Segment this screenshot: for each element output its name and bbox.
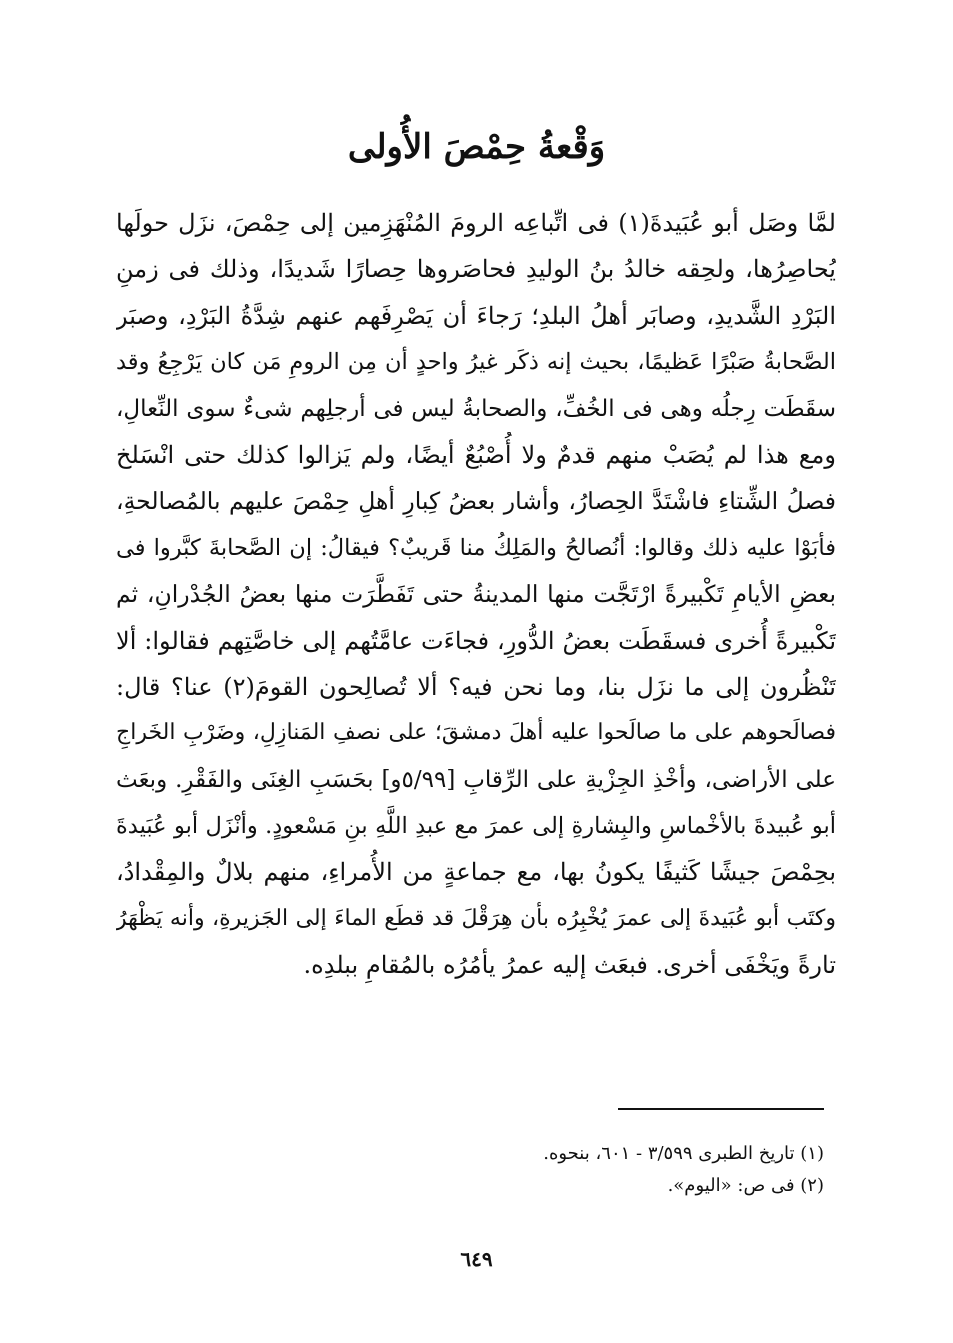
text-line: تَنْظُرون إلى ما نزَل بنا، وما نحن فيه؟ ألا تُصالِحون القومَ(٢) عنا؟ قال: bbox=[116, 672, 836, 701]
text-line: فصالَحوهم على ما صالَحوا عليه أهلَ دمشقَ؛ على نصفِ المَنازِلِ، وضَرْبِ الخَراجِ bbox=[116, 720, 836, 746]
text-line: فأبَوْا عليه ذلك وقالوا: أنُصالحُ والمَلِكُ منا قَريبٌ؟ فيقالُ: إن الصَّحابةَ كبَّروا فى bbox=[116, 534, 836, 561]
text-line: على الأراضى، وأخْذِ الجِزْيةِ على الرِّقابِ [٥/٩٩و] بحَسَبِ الغِنَى والفَقْرِ. وبعَث bbox=[116, 766, 836, 793]
text-line: وكتَب أبو عُبَيدةَ إلى عمرَ يُخْبِرُه بأن هِرَقْلَ قد قطَع الماءَ إلى الجَزيرةِ، وأنه يَظْهَرُ bbox=[116, 905, 836, 931]
body-text bbox=[116, 200, 836, 989]
text-line: فصلُ الشِّتاءِ فاشْتَدَّ الحِصارُ، وأشار بعضُ كِبارِ أهلِ حِمْصَ عليهم بالمُصالحةِ، bbox=[116, 487, 836, 516]
text-line: بعضِ الأيامِ تَكْبيرةً ارْتَجَّت منها المدينةُ حتى تَفَطَّرَت منها بعضُ الجُدْرانِ، ثم bbox=[116, 580, 836, 609]
footnote-separator bbox=[618, 1108, 824, 1110]
text-line: البَرْدِ الشَّديدِ، وصابَر أهلُ البلدِ؛ رَجاءَ أن يَصْرِفَهم عنهم شِدَّةُ البَرْدِ، وصبَر bbox=[116, 301, 836, 330]
footnote: (١) تاريخ الطبرى ٣/٥٩٩ - ٦٠١، بنحوه. bbox=[543, 1143, 824, 1164]
chapter-title: وَقْعةُ حِمْصَ الأُولى bbox=[347, 127, 606, 167]
page-number: ٦٤٩ bbox=[460, 1247, 493, 1271]
text-line: لمَّا وصَل أبو عُبَيدةَ(١) فى اتِّباعِه الرومَ المُنْهَزِمين إلى حِمْصَ، نزَل حولَها bbox=[116, 209, 836, 237]
footnote: (٢) فى ص: «اليوم». bbox=[667, 1175, 824, 1196]
text-line: يُحاصِرُها، ولحِقه خالدُ بنُ الوليدِ فحاصَروها حِصارًا شَديدًا، وذلك فى زمنِ bbox=[116, 255, 836, 284]
text-line: تارةً ويَخْفَى أخرى. فبعَث إليه عمرُ يأمُرُه بالمُقامِ ببلدِه. bbox=[303, 951, 836, 980]
text-line: سقَطَت رِجلُه وهى فى الخُفِّ، والصحابةُ ليس فى أرجلِهم شىءٌ سوى النِّعالِ، bbox=[116, 395, 836, 422]
text-line: الصَّحابةُ صَبْرًا عَظيمًا، بحيث إنه ذكَر غيرُ واحدٍ أن مِن الرومِ مَن كان يَرْجِعُ وقد bbox=[116, 349, 836, 376]
text-line: أبو عُبيدةَ بالأخْماسِ والبِشارةِ إلى عمرَ مع عبدِ اللَّهِ بنِ مَسْعودٍ. وأنْزَل أبو عُبَيدةَ bbox=[116, 813, 836, 840]
text-line: ومع هذا لم يُصَبْ منهم قدمٌ ولا أُصْبُعٌ أيضًا، ولم يَزالوا كذلك حتى انْسَلخ bbox=[116, 440, 836, 469]
text-line: بحِمْصَ جيشًا كَثيفًا يكونُ بها، مع جماعةٍ من الأُمراءِ، منهم بلالٌ والمِقْدادُ، bbox=[116, 858, 836, 887]
footnotes bbox=[116, 1138, 824, 1202]
text-line: تَكْبيرةً أُخرى فسقَطَت بعضُ الدُّورِ، فجاءَت عامَّتُهم إلى خاصَّتِهم فقالوا: ألا bbox=[116, 626, 836, 655]
